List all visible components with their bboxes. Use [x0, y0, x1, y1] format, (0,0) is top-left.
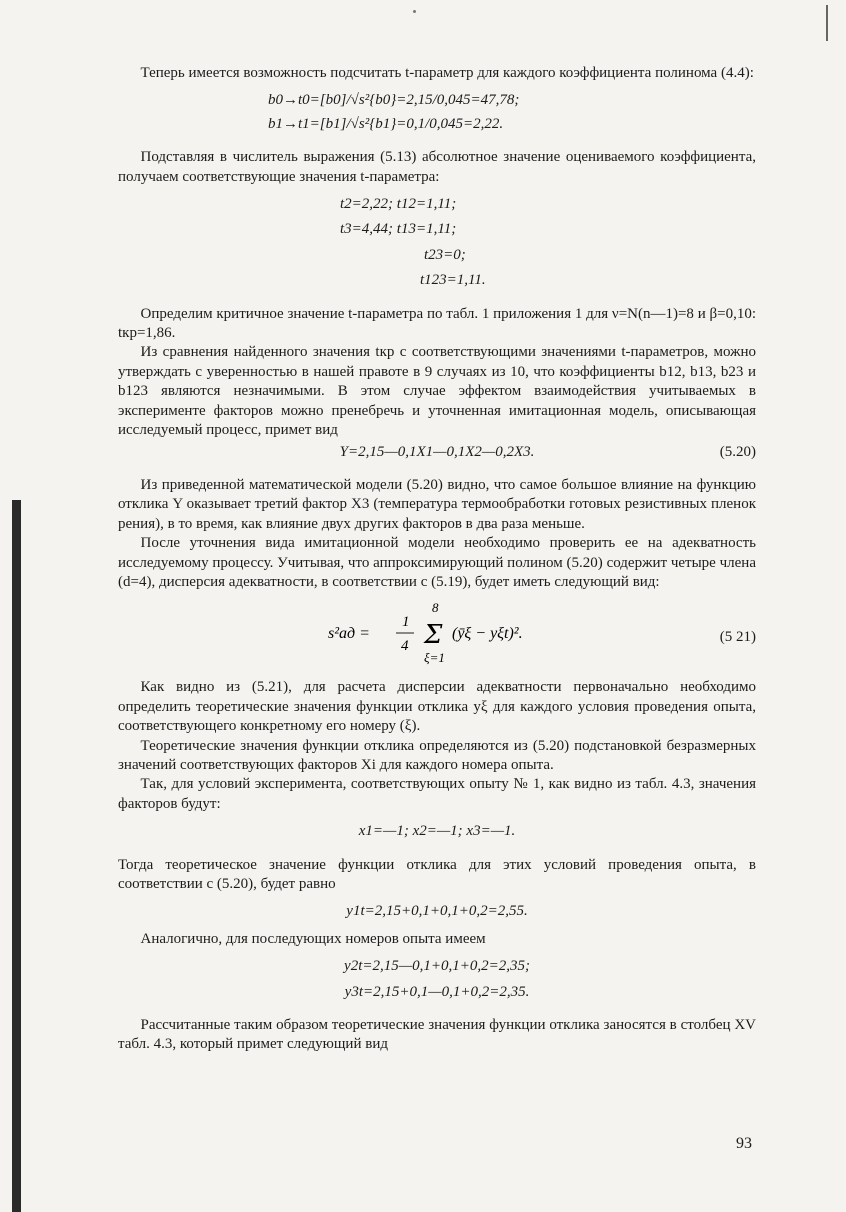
t-values-row-4: t123=1,11.	[420, 272, 486, 289]
page-body	[118, 64, 756, 1055]
equation-y2t: y2t=2,15—0,1+0,1+0,2=2,35;	[344, 958, 530, 975]
equation-5-20-number: (5.20)	[719, 443, 756, 460]
formula-sum-lower: ξ=1	[424, 650, 445, 666]
paragraph-11: Аналогично, для последующих номеров опыта имеем	[140, 930, 486, 947]
t-values-row-3: t23=0;	[424, 246, 466, 263]
equation-5-21	[118, 600, 756, 670]
paragraph-10: Тогда теоретическое значение функции отклика для этих условий проведения опыта, в соответствии с (5.20), будет равно	[118, 856, 756, 892]
equation-t1: b1→t1=[b1]/√s²{b1}=0,1/0,045=2,22.	[268, 115, 504, 132]
paragraph-8: Теоретические значения функции отклика определяются из (5.20) подстановкой безразмерных значений соответствующих факторов Xi для каждого номера опыта.	[118, 737, 756, 773]
paragraph-4: Из сравнения найденного значения tкр с соответствующими значениями t-параметров, можно утверждать с уверенностью в нашей правоте в 9 случаях из 10, что коэффициенты b12, b13, b23 и b123 являются незначимыми. В этом случае эффектом взаимодействия учитываемых в эксперименте факторов можно пренебречь и уточненная имитационная модель, описывающая исследуемый процесс, примет вид	[118, 344, 756, 439]
equation-5-21-body	[328, 600, 588, 676]
formula-fraction-denominator: 4	[401, 638, 409, 655]
equation-y1t: y1t=2,15+0,1+0,1+0,2=2,55.	[346, 903, 528, 920]
page-number: 93	[736, 1135, 752, 1152]
scan-binding-edge	[12, 500, 21, 1212]
paragraph-2: Подставляя в числитель выражения (5.13) абсолютное значение оцениваемого коэффициента, получаем соответствующие значения t-параметра:	[118, 149, 756, 185]
equation-5-21-number: (5 21)	[719, 629, 756, 646]
paragraph-6: После уточнения вида имитационной модели необходимо проверить ее на адекватность исследуемому процессу. Учитывая, что аппроксимирующий полином (5.20) содержит четыре члена (d=4), дисперсия адекватности, в соответствии с (5.19), будет иметь следующий вид:	[118, 535, 756, 590]
paragraph-3: Определим критичное значение t-параметра по табл. 1 приложения 1 для ν=N(n—1)=8 и β=0,10: tкр=1,86.	[118, 305, 756, 342]
equation-t0: b0→t0=[b0]/√s²{b0}=2,15/0,045=47,78;	[268, 92, 520, 109]
factor-values: x1=—1; x2=—1; x3=—1.	[358, 823, 516, 840]
scan-dust-dot	[413, 10, 416, 13]
sigma-icon: Σ	[424, 620, 443, 651]
paragraph-1: Теперь имеется возможность подсчитать t-параметр для каждого коэффициента полинома (4.4):	[140, 65, 754, 81]
equation-5-20	[118, 443, 756, 462]
formula-fraction-numerator: 1	[402, 614, 410, 631]
variance-formula	[328, 600, 588, 670]
formula-sum-upper: 8	[432, 600, 439, 616]
paragraph-5: Из приведенной математической модели (5.20) видно, что самое большое влияние на функцию отклика Y оказывает третий фактор X3 (температура термообработки готовых резистивных пленок рения), в то время, как влияние двух других факторов в два раза меньше.	[118, 476, 756, 532]
equation-y3t: y3t=2,15+0,1—0,1+0,2=2,35.	[344, 983, 530, 1000]
paragraph-9: Так, для условий эксперимента, соответствующих опыту № 1, как видно из табл. 4.3, значения факторов будут:	[118, 776, 756, 812]
paragraph-7: Как видно из (5.21), для расчета дисперсии адекватности первоначально необходимо определить теоретические значения функции отклика yξ для каждого условия проведения опыта, соответствующего конкретному его номеру (ξ).	[118, 679, 756, 735]
formula-summand: (ȳξ − yξt)².	[452, 625, 523, 643]
t-values-row-1: t2=2,22; t12=1,11;	[340, 196, 457, 213]
t-values-row-2: t3=4,44; t13=1,11;	[340, 221, 457, 238]
equation-5-20-body: Y=2,15—0,1X1—0,1X2—0,2X3.	[339, 443, 535, 460]
formula-lhs: s²ад =	[328, 625, 370, 643]
paragraph-12: Рассчитанные таким образом теоретические значения функции отклика заносятся в столбец XV табл. 4.3, который примет следующий вид	[118, 1017, 756, 1053]
scan-margin-mark	[826, 5, 828, 41]
